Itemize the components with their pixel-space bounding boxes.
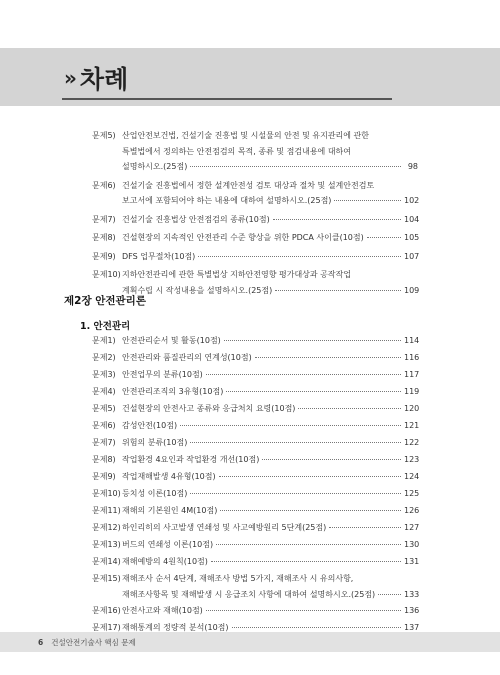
toc-entry-page: 114 — [404, 336, 420, 345]
toc-entry-text: 건설현장의 지속적인 안전관리 수준 향상을 위한 PDCA 사이클(10점) — [122, 233, 364, 242]
section-title: 1. 안전관리 — [80, 321, 131, 332]
toc-leader-dots — [232, 627, 401, 628]
toc-entry-page: 109 — [404, 285, 420, 295]
toc-entry-number: 문제5) — [92, 404, 116, 413]
toc-entry-number: 문제13) — [92, 540, 121, 549]
toc-entry[interactable] — [92, 452, 418, 468]
toc-entry-page: 124 — [404, 472, 420, 481]
toc-entry[interactable] — [92, 537, 418, 553]
toc-entry[interactable] — [92, 486, 418, 502]
toc-leader-dots — [273, 219, 401, 220]
toc-leader-dots — [211, 561, 401, 562]
toc-entry[interactable] — [92, 128, 418, 175]
toc-leader-dots — [190, 493, 401, 494]
toc-entry-page: 119 — [404, 387, 420, 396]
toc-entry[interactable] — [92, 249, 418, 265]
toc-entry[interactable] — [92, 503, 418, 519]
toc-leader-dots — [262, 459, 401, 460]
toc-leader-dots — [329, 527, 401, 528]
toc-entry-number: 문제9) — [92, 251, 116, 261]
toc-entry-text: 산업안전보건법, 건설기술 진흥법 및 시설물의 안전 및 유지관리에 관한 — [122, 131, 369, 140]
toc-entry-number: 문제10) — [92, 270, 121, 279]
footer-page-number: 6 — [38, 637, 44, 647]
toc-leader-dots — [226, 391, 401, 392]
toc-leader-dots — [367, 237, 401, 238]
toc-entry-page: 126 — [404, 506, 420, 515]
toc-entry-number: 문제14) — [92, 557, 121, 566]
toc-entry-page: 136 — [404, 605, 420, 615]
toc-entry-page: 122 — [404, 438, 420, 447]
toc-entry-text: 위험의 분류(10점) — [122, 438, 188, 447]
toc-entry-number: 문제6) — [92, 180, 116, 190]
toc-leader-dots — [180, 425, 401, 426]
toc-entry-text: 건설현장의 안전사고 종류와 응급처치 요령(10점) — [122, 404, 296, 413]
toc-leader-dots — [206, 374, 401, 375]
toc-entry-page: 125 — [404, 489, 420, 498]
toc-entry-text: 재해통계의 정량적 분석(10점) — [122, 622, 229, 632]
toc-leader-dots — [224, 340, 401, 341]
toc-entry-page: 127 — [404, 523, 420, 532]
toc-entry-number: 문제6) — [92, 421, 116, 430]
toc-entry-number: 문제12) — [92, 523, 121, 532]
toc-entry-page: 98 — [407, 162, 418, 171]
header-rule — [62, 98, 392, 100]
footer-book-title: 건설안전기술사 핵심 문제 — [51, 637, 136, 647]
toc-entry-page: 120 — [404, 404, 420, 413]
toc-entry-page: 102 — [404, 196, 420, 205]
toc-entry-page: 121 — [404, 421, 420, 430]
toc-entry[interactable] — [92, 230, 418, 246]
toc-entry[interactable] — [92, 350, 418, 366]
toc-entry-text: 안전업무의 분류(10점) — [122, 370, 203, 379]
toc-entry-page: 133 — [404, 589, 420, 599]
toc-entry-number: 문제15) — [92, 574, 121, 583]
toc-leader-dots — [220, 510, 401, 511]
toc-entry-page: 104 — [404, 214, 420, 224]
toc-entry-number: 문제2) — [92, 353, 116, 362]
toc-entry-text: 안전사고와 재해(10점) — [122, 605, 203, 615]
toc-entry-page: 131 — [404, 557, 420, 566]
toc-entry[interactable] — [92, 178, 418, 209]
toc-entry[interactable] — [92, 212, 418, 228]
toc-entry-number: 문제10) — [92, 489, 121, 498]
toc-entry-text: 안전관리와 품질관리의 연계성(10점) — [122, 353, 252, 362]
toc-leader-dots — [190, 442, 401, 443]
toc-title-text: 차례 — [79, 65, 129, 94]
chevron-icon: » — [64, 66, 74, 90]
toc-leader-dots — [198, 256, 401, 257]
toc-entry-text: 특별법에서 정의하는 안전점검의 목적, 종류 및 점검내용에 대하여 — [122, 146, 351, 156]
toc-entry-number: 문제7) — [92, 214, 116, 224]
toc-entry-number: 문제7) — [92, 438, 116, 447]
toc-entry-text: 감성안전(10점) — [122, 421, 178, 430]
toc-entry-page: 137 — [404, 622, 420, 632]
toc-leader-dots — [219, 476, 401, 477]
toc-leader-dots — [298, 408, 401, 409]
toc-entry-text: 보고서에 포함되어야 하는 내용에 대하여 설명하시오.(25점) — [122, 196, 332, 205]
toc-entry[interactable] — [92, 554, 418, 570]
toc-leader-dots — [334, 200, 401, 201]
toc-entry-number: 문제11) — [92, 506, 121, 515]
toc-entry-text: 재해예방의 4원칙(10점) — [122, 557, 208, 566]
toc-entry-text: 작업환경 4요인과 작업환경 개선(10점) — [122, 455, 260, 464]
toc-entry-page: 117 — [404, 370, 420, 379]
toc-entry-number: 문제17) — [92, 622, 121, 632]
toc-entry-page: 116 — [404, 353, 420, 362]
toc-title — [64, 62, 128, 94]
toc-entry[interactable] — [92, 435, 418, 451]
toc-entry-number: 문제3) — [92, 370, 116, 379]
toc-entry-text: 설명하시오.(25점) — [122, 162, 188, 171]
toc-entry-text: 등치성 이론(10점) — [122, 489, 188, 498]
toc-entry-text: 안전관리조직의 3유형(10점) — [122, 387, 224, 396]
toc-leader-dots — [255, 357, 401, 358]
toc-entry[interactable] — [92, 384, 418, 400]
toc-leader-dots — [275, 290, 401, 291]
toc-entry-text: DFS 업무절차(10점) — [122, 251, 196, 261]
toc-entry-text: 하인리히의 사고발생 연쇄성 및 사고예방원리 5단계(25점) — [122, 523, 327, 532]
toc-entry[interactable] — [92, 469, 418, 485]
toc-entry-text: 재해조사항목 및 재해발생 시 응급조치 사항에 대하여 설명하시오.(25점) — [122, 589, 376, 599]
toc-entry-text: 버드의 연쇄성 이론(10점) — [122, 540, 214, 549]
toc-entry[interactable] — [92, 418, 418, 434]
footer — [38, 632, 136, 652]
toc-leader-dots — [216, 544, 401, 545]
toc-entry-text: 재해조사 순서 4단계, 재해조사 방법 5가지, 재해조사 시 유의사항, — [122, 574, 354, 583]
toc-leader-dots — [190, 166, 401, 167]
toc-entry[interactable] — [92, 333, 418, 349]
toc-entry-page: 105 — [404, 233, 420, 242]
toc-entry-page: 130 — [404, 540, 420, 549]
toc-entry-number: 문제9) — [92, 472, 116, 481]
toc-entry[interactable] — [92, 520, 418, 536]
toc-entry[interactable] — [92, 401, 418, 417]
toc-entry-text: 재해의 기본원인 4M(10점) — [122, 506, 218, 515]
toc-entry-number: 문제5) — [92, 131, 116, 140]
toc-entry-number: 문제1) — [92, 336, 116, 345]
toc-entry-text: 작업재해발생 4유형(10점) — [122, 472, 216, 481]
toc-leader-dots — [206, 610, 401, 611]
toc-entry-text: 지하안전관리에 관한 특별법상 지하안전영향 평가대상과 공작작업 — [122, 270, 352, 279]
toc-entry-page: 123 — [404, 455, 420, 464]
toc-entry-number: 문제4) — [92, 387, 116, 396]
toc-entry[interactable] — [92, 603, 418, 619]
toc-entry-text: 건설기술 진흥법에서 정한 설계안전성 검토 대상과 절차 및 설계안전검토 — [122, 180, 375, 190]
toc-entry-text: 계획수립 시 작성내용을 설명하시오.(25점) — [122, 285, 273, 295]
toc-entry-text: 안전관리순서 및 활동(10점) — [122, 336, 221, 345]
toc-entry-text: 건설기술 진흥법상 안전점검의 종류(10점) — [122, 214, 270, 224]
toc-entry[interactable] — [92, 571, 418, 602]
chapter-title: 제2장 안전관리론 — [64, 295, 146, 307]
toc-entry[interactable] — [92, 367, 418, 383]
toc-entry-number: 문제16) — [92, 605, 121, 615]
toc-entry-number: 문제8) — [92, 455, 116, 464]
toc-entry-number: 문제8) — [92, 233, 116, 242]
toc-leader-dots — [378, 594, 401, 595]
toc-entry-page: 107 — [404, 251, 420, 261]
